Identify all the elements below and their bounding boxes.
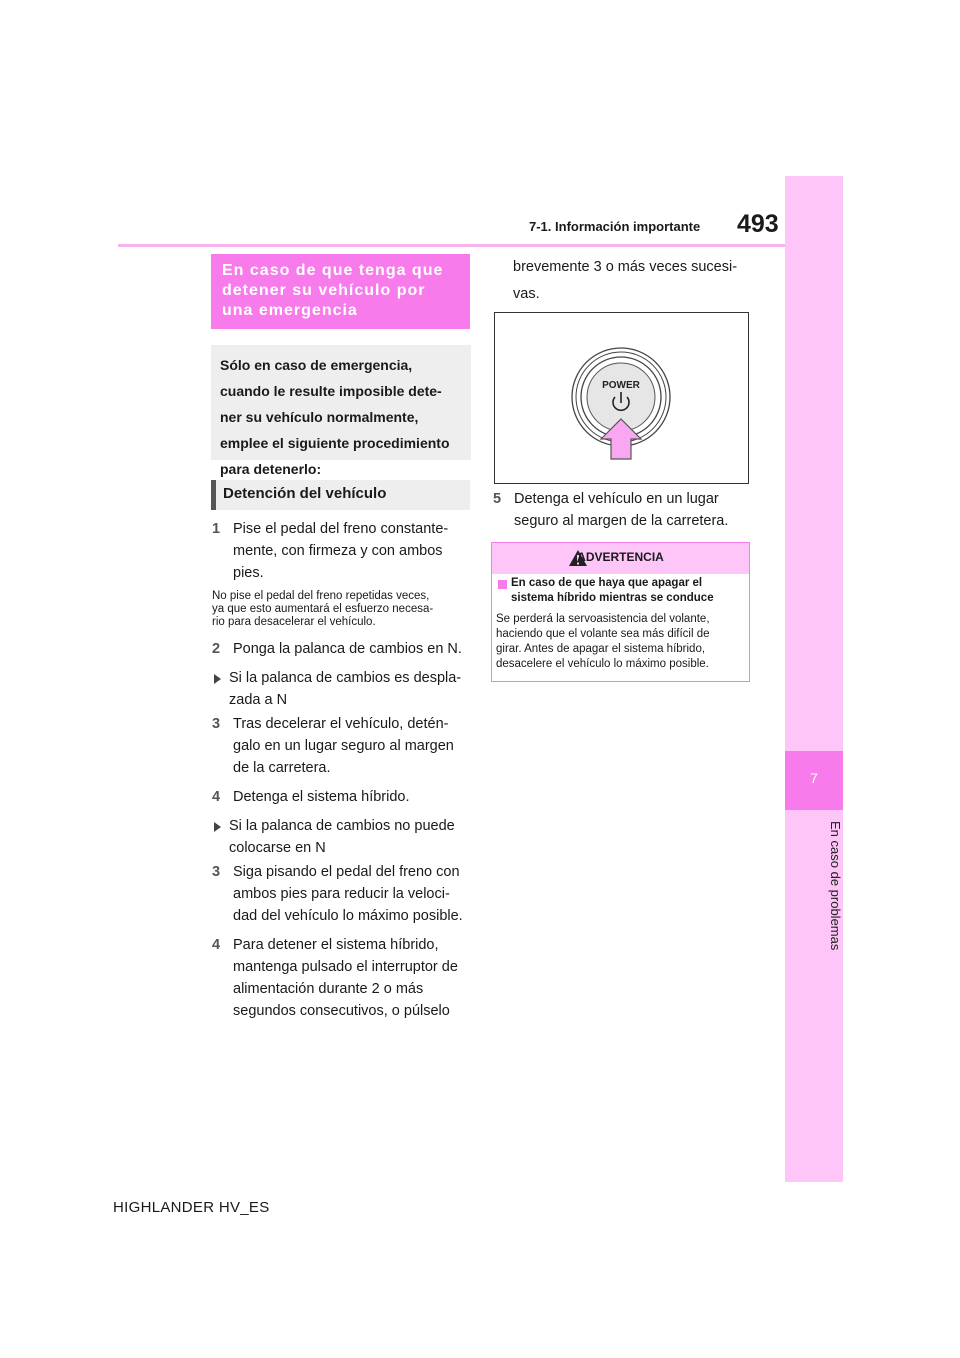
step-number: 5 <box>493 491 502 507</box>
note-line: No pise el pedal del freno repetidas veces, <box>212 590 430 602</box>
step-line: de la carretera. <box>233 760 331 776</box>
step-number: 1 <box>212 521 221 537</box>
section-title: 7-1. Información importante <box>529 219 701 234</box>
step-line: Ponga la palanca de cambios en N. <box>233 641 462 657</box>
note-line: rio para desacelerar el vehículo. <box>212 616 376 628</box>
note-line: emplee el siguiente procedimiento <box>220 435 450 451</box>
note-line: ner su vehículo normalmente, <box>220 409 419 425</box>
heading-line: una emergencia <box>222 302 358 319</box>
chapter-side-tab <box>785 176 843 1182</box>
step-number: 2 <box>212 641 221 657</box>
note-line: Sólo en caso de emergencia, <box>220 357 413 373</box>
step-line: ambos pies para reducir la veloci- <box>233 886 450 902</box>
branch-line: colocarse en N <box>229 840 326 856</box>
footer-model: HIGHLANDER HV_ES <box>113 1199 270 1216</box>
step-line: mantenga pulsado el interruptor de <box>233 959 458 975</box>
warning-title: ADVERTENCIA <box>577 550 664 564</box>
warning-body-line: girar. Antes de apagar el sistema híbrido, <box>496 643 706 655</box>
step-number: 4 <box>212 937 221 953</box>
branch-line: Si la palanca de cambios es despla- <box>229 670 462 686</box>
triangle-bullet-icon <box>214 674 221 684</box>
step-1-note <box>212 590 433 629</box>
step-line: vas. <box>513 286 540 302</box>
warning-body <box>496 612 710 672</box>
heading-line: detener su vehículo por <box>222 282 426 299</box>
power-button-illustration <box>494 312 749 484</box>
triangle-bullet-icon <box>214 822 221 832</box>
step-line: Detenga el sistema híbrido. <box>233 789 410 805</box>
square-bullet-icon <box>498 580 507 589</box>
branch-line: zada a N <box>229 692 288 708</box>
power-label: POWER <box>602 380 640 391</box>
step-number: 3 <box>212 716 221 732</box>
step-line: Pise el pedal del freno constante- <box>233 521 449 537</box>
note-line: para detenerlo: <box>220 461 322 477</box>
step-line: segundos consecutivos, o púlselo <box>233 1003 450 1019</box>
step-line: alimentación durante 2 o más <box>233 981 424 997</box>
step-line: galo en un lugar seguro al margen <box>233 738 454 754</box>
step-line: dad del vehículo lo máximo posible. <box>233 908 463 924</box>
step-line: pies. <box>233 565 264 581</box>
step-line: Tras decelerar el vehículo, detén- <box>233 716 449 732</box>
step-number: 4 <box>212 789 221 805</box>
power-switch-icon <box>495 313 748 483</box>
warning-heading-line: sistema híbrido mientras se conduce <box>511 592 714 604</box>
step-4b-continuation <box>513 254 737 308</box>
branch-line: Si la palanca de cambios no puede <box>229 818 455 834</box>
warning-heading-line: En caso de que haya que apagar el <box>511 577 703 589</box>
page-number: 493 <box>737 210 779 238</box>
subheading: Detención del vehículo <box>223 485 387 502</box>
subheading-box <box>211 480 470 510</box>
intro-note-box <box>211 345 471 477</box>
warning-heading <box>511 576 714 606</box>
step-line: seguro al margen de la carretera. <box>514 513 729 529</box>
chapter-label: En caso de problemas <box>828 821 843 951</box>
step-line: brevemente 3 o más veces sucesi- <box>513 259 738 275</box>
note-line: cuando le resulte imposible dete- <box>220 383 442 399</box>
step-number: 3 <box>212 864 221 880</box>
step-line: Siga pisando el pedal del freno con <box>233 864 460 880</box>
step-line: Detenga el vehículo en un lugar <box>514 491 719 507</box>
chapter-number: 7 <box>810 770 818 786</box>
warning-box <box>491 542 750 682</box>
header-rule <box>118 244 785 247</box>
note-line: ya que esto aumentará el esfuerzo necesa- <box>212 603 434 615</box>
step-line: mente, con firmeza y con ambos <box>233 543 443 559</box>
step-line: Para detener el sistema híbrido, <box>233 937 439 953</box>
warning-body-line: desacelere el vehículo lo máximo posible. <box>496 658 709 670</box>
warning-body-line: Se perderá la servoasistencia del volante, <box>496 613 710 625</box>
warning-body-line: haciendo que el volante sea más difícil de <box>496 628 710 640</box>
heading-line: En caso de que tenga que <box>222 262 444 279</box>
section-heading-box <box>211 254 470 329</box>
